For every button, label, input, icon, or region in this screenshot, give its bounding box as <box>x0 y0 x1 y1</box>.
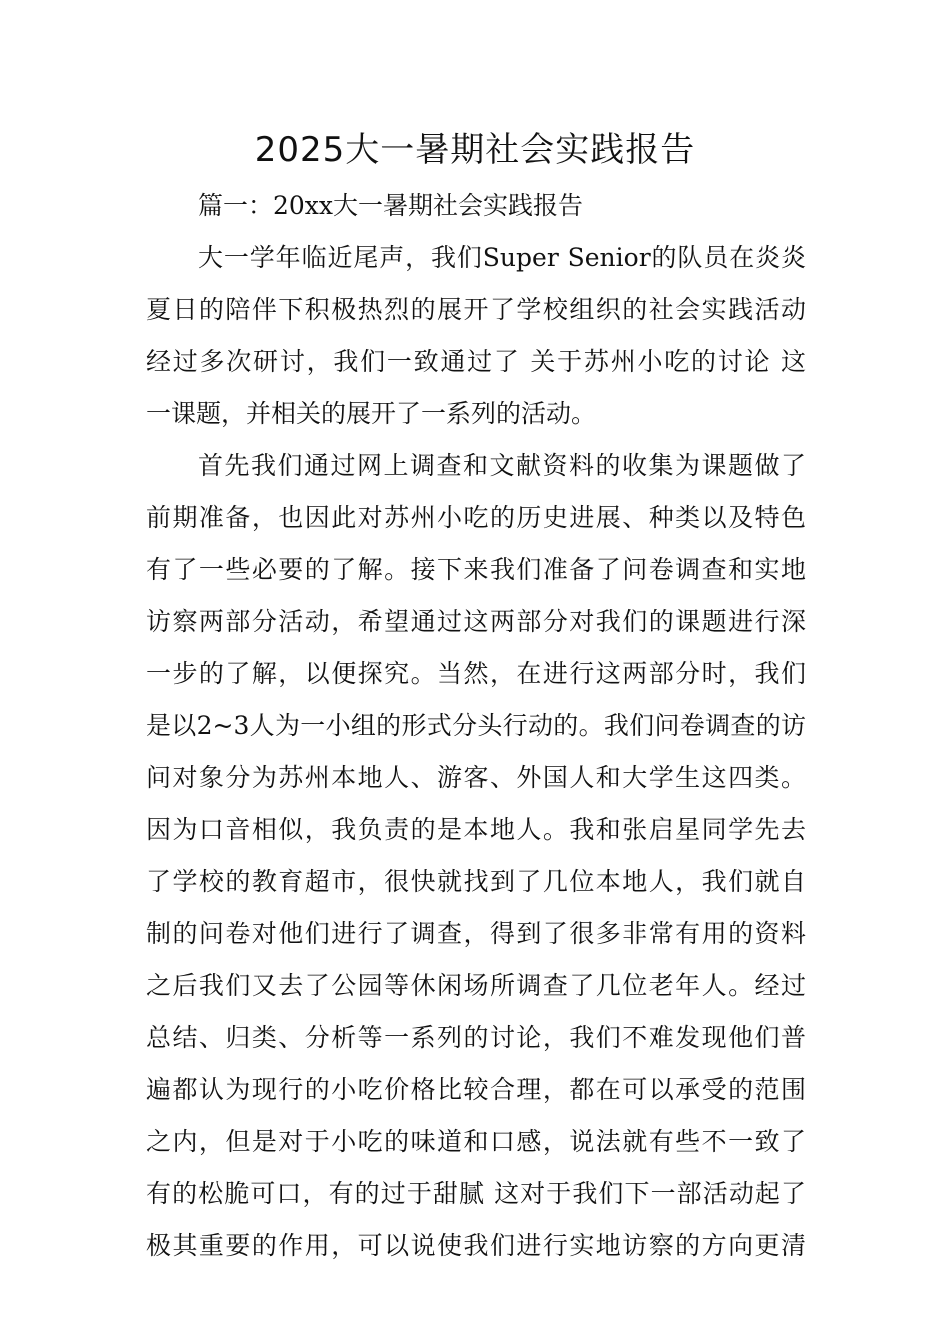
paragraph-line: 经过多次研讨，我们一致通过了 关于苏州小吃的讨论 这 <box>146 347 806 376</box>
paragraph-line: 因为口音相似，我负责的是本地人。我和张启星同学先去 <box>146 815 806 844</box>
paragraph-line: 之后我们又去了公园等休闲场所调查了几位老年人。经过 <box>146 971 806 1000</box>
paragraph-line: 总结、归类、分析等一系列的讨论，我们不难发现他们普 <box>146 1023 806 1052</box>
paragraph-line: 制的问卷对他们进行了调查，得到了很多非常有用的资料 <box>146 919 806 948</box>
paragraph-line: 遍都认为现行的小吃价格比较合理，都在可以承受的范围 <box>146 1075 806 1104</box>
paragraph-line: 前期准备，也因此对苏州小吃的历史进展、种类以及特色 <box>146 503 806 532</box>
paragraph-line: 夏日的陪伴下积极热烈的展开了学校组织的社会实践活动 <box>146 295 806 324</box>
paragraph-line: 之内，但是对于小吃的味道和口感，说法就有些不一致了 <box>146 1127 806 1156</box>
paragraph-line: 首先我们通过网上调查和文献资料的收集为课题做了 <box>198 451 806 480</box>
paragraph-line: 大一学年临近尾声，我们Super Senior的队员在炎炎 <box>198 243 806 272</box>
paragraph-line: 极其重要的作用，可以说使我们进行实地访察的方向更清 <box>146 1231 806 1260</box>
paragraph-line: 访察两部分活动，希望通过这两部分对我们的课题进行深 <box>146 607 806 636</box>
paragraph-line: 有的松脆可口，有的过于甜腻 这对于我们下一部活动起了 <box>146 1179 806 1208</box>
section-heading: 篇一：20xx大一暑期社会实践报告 <box>198 191 584 220</box>
paragraph-line: 有了一些必要的了解。接下来我们准备了问卷调查和实地 <box>146 555 806 584</box>
paragraph-line: 一课题，并相关的展开了一系列的活动。 <box>146 399 597 428</box>
paragraph-line: 问对象分为苏州本地人、游客、外国人和大学生这四类。 <box>146 763 806 792</box>
paragraph-line: 一步的了解，以便探究。当然，在进行这两部分时，我们 <box>146 659 806 688</box>
document-title: 2025大一暑期社会实践报告 <box>254 130 696 170</box>
paragraph-line: 了学校的教育超市，很快就找到了几位本地人，我们就自 <box>146 867 806 896</box>
paragraph-line: 是以2~3人为一小组的形式分头行动的。我们问卷调查的访 <box>146 711 806 740</box>
